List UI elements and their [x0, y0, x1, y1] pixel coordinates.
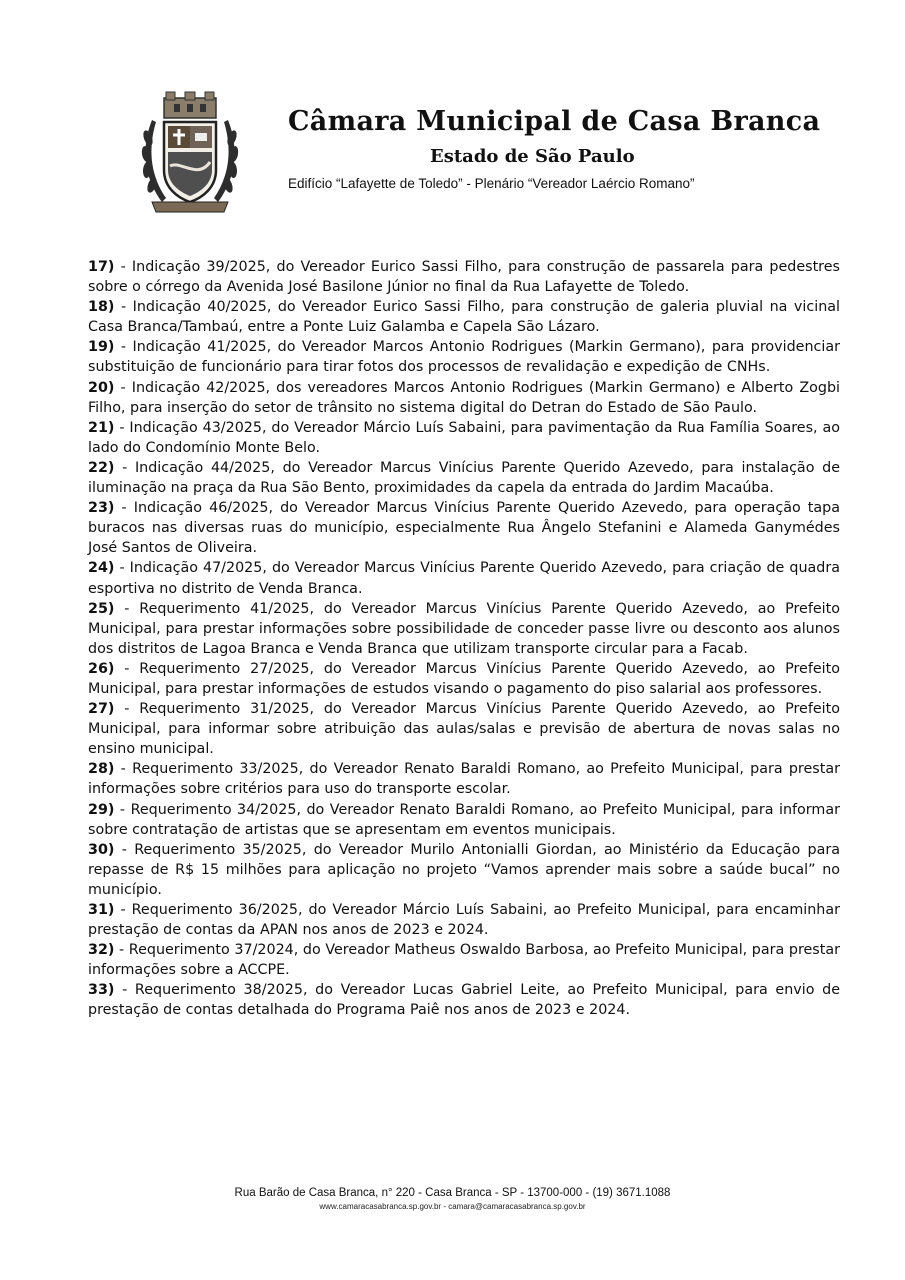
item-text: - Requerimento 34/2025, do Vereador Renato Baraldi Romano, ao Prefeito Municipal, para informar sobre contratação de artistas que se apresentam em eventos municipais. [88, 801, 840, 838]
item-text: - Requerimento 35/2025, do Vereador Murilo Antonialli Giordan, ao Ministério da Educação para repasse de R$ 15 milhões para aplicação no projeto “Vamos aprender mais sobre a saúde bucal” no município. [88, 841, 840, 898]
item-number: 22) [88, 459, 115, 476]
item-text: - Requerimento 27/2025, do Vereador Marcus Vinícius Parente Querido Azevedo, ao Prefeito Municipal, para prestar informações de estudos visando o pagamento do piso salarial aos professores. [88, 660, 840, 697]
list-item [88, 940, 840, 980]
state-subtitle: Estado de São Paulo [430, 146, 635, 167]
item-text: - Indicação 39/2025, do Vereador Eurico Sassi Filho, para construção de passarela para pedestres sobre o córrego da Avenida José Basilone Júnior no final da Rua Lafayette de Toledo. [88, 259, 840, 296]
item-text: - Requerimento 36/2025, do Vereador Márcio Luís Sabaini, ao Prefeito Municipal, para encaminhar prestação de contas da APAN nos anos de 2023 e 2024. [88, 902, 840, 939]
item-text: - Indicação 42/2025, dos vereadores Marcos Antonio Rodrigues (Markin Germano) e Alberto Zogbi Filho, para inserção do setor de trânsito no sistema digital do Detran do Estado de São Paulo. [88, 379, 840, 416]
list-item [88, 458, 840, 498]
item-number: 17) [88, 259, 115, 275]
item-number: 24) [88, 560, 115, 577]
item-text: - Requerimento 37/2024, do Vereador Matheus Oswaldo Barbosa, ao Prefeito Municipal, para prestar informações sobre a ACCPE. [88, 942, 840, 979]
item-number: 27) [88, 701, 115, 718]
list-item [88, 840, 840, 900]
item-text: - Indicação 46/2025, do Vereador Marcus Vinícius Parente Querido Azevedo, para operação tapa buracos nas diversas ruas do município, especialmente Rua Ângelo Stefanini e Alameda Ganymédes José Santos de Oliveira. [88, 500, 840, 557]
list-item [88, 900, 840, 940]
list-item [88, 418, 840, 458]
list-item [88, 759, 840, 799]
footer-website: www.camaracasabranca.sp.gov.br - camara@camaracasabranca.sp.gov.br [319, 1202, 586, 1211]
building-caption: Edifício “Lafayette de Toledo” - Plenário “Vereador Laércio Romano” [288, 176, 695, 191]
item-number: 30) [88, 841, 115, 858]
item-text: - Indicação 41/2025, do Vereador Marcos Antonio Rodrigues (Markin Germano), para providenciar substituição de funcionário para tirar fotos dos processos de revalidação e expedição de CNHs. [88, 339, 840, 376]
footer-address: Rua Barão de Casa Branca, n° 220 - Casa Branca - SP - 13700-000 - (19) 3671.1088 [234, 1187, 671, 1199]
list-item [88, 498, 840, 558]
item-number: 25) [88, 600, 115, 617]
list-item [88, 257, 840, 297]
item-text: - Indicação 43/2025, do Vereador Márcio Luís Sabaini, para pavimentação da Rua Família Soares, ao lado do Condomínio Monte Belo. [88, 419, 840, 456]
letterhead [130, 88, 830, 228]
item-number: 31) [88, 902, 115, 918]
institution-title: Câmara Municipal de Casa Branca [288, 106, 821, 137]
item-number: 33) [88, 982, 115, 999]
item-text: - Requerimento 41/2025, do Vereador Marcus Vinícius Parente Querido Azevedo, ao Prefeito Municipal, para prestar informações sobre possibilidade de conceder passe livre ou desconto aos alunos dos distritos de Lagoa Branca e Venda Branca que utilizam transporte circular para a Facab. [88, 600, 840, 657]
item-text: - Indicação 40/2025, do Vereador Eurico Sassi Filho, para construção de galeria pluvial na vicinal Casa Branca/Tambaú, entre a Ponte Luiz Galamba e Capela São Lázaro. [88, 299, 840, 336]
item-text: - Requerimento 38/2025, do Vereador Lucas Gabriel Leite, ao Prefeito Municipal, para envio de prestação de contas detalhada do Programa Paiê nos anos de 2023 e 2024. [88, 982, 840, 1019]
item-number: 20) [88, 379, 115, 396]
list-item [88, 378, 840, 418]
item-number: 26) [88, 660, 115, 677]
list-item [88, 297, 840, 337]
list-item [88, 980, 840, 1020]
item-number: 29) [88, 801, 115, 818]
list-item [88, 558, 840, 598]
item-number: 19) [88, 339, 115, 356]
coat-of-arms-icon [138, 90, 242, 220]
list-item [88, 599, 840, 659]
item-number: 23) [88, 500, 115, 517]
item-number: 28) [88, 761, 115, 778]
item-number: 18) [88, 299, 115, 316]
item-text: - Requerimento 31/2025, do Vereador Marcus Vinícius Parente Querido Azevedo, ao Prefeito Municipal, para informar sobre atribuição das aulas/salas e previsão de abertura de novas salas no ensino municipal. [88, 701, 840, 758]
agenda-list [88, 257, 840, 1021]
item-number: 21) [88, 419, 115, 436]
item-text: - Requerimento 33/2025, do Vereador Renato Baraldi Romano, ao Prefeito Municipal, para prestar informações sobre critérios para uso do transporte escolar. [88, 761, 840, 798]
list-item [88, 699, 840, 759]
item-text: - Indicação 44/2025, do Vereador Marcus Vinícius Parente Querido Azevedo, para instalação de iluminação na praça da Rua São Bento, proximidades da capela da entrada do Jardim Macaúba. [88, 459, 840, 497]
list-item [88, 337, 840, 377]
item-text: - Indicação 47/2025, do Vereador Marcus Vinícius Parente Querido Azevedo, para criação de quadra esportiva no distrito de Venda Branca. [88, 560, 840, 597]
list-item [88, 800, 840, 840]
item-number: 32) [88, 942, 115, 959]
list-item [88, 659, 840, 699]
